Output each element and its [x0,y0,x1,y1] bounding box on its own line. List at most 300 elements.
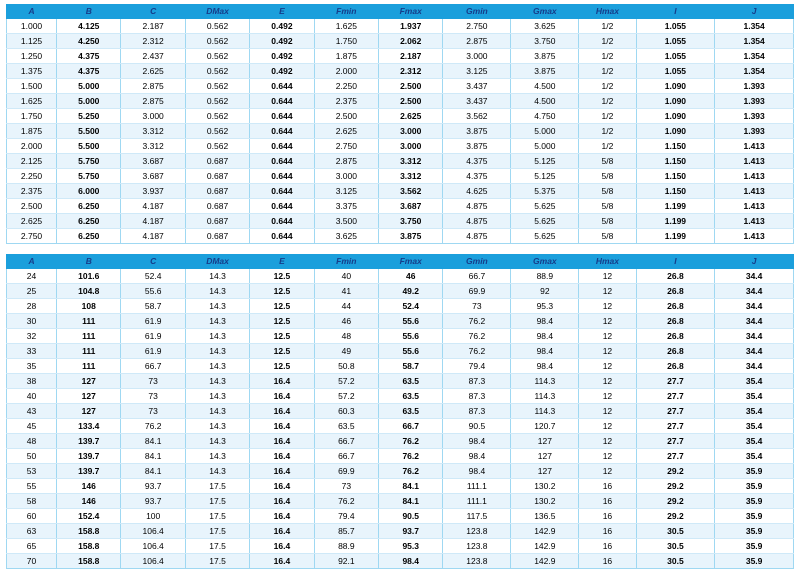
table-cell: 111 [57,329,121,344]
table-cell: 76.2 [443,314,511,329]
table-row [7,404,794,419]
column-header: Fmin [314,255,378,269]
table-cell: 127 [511,464,579,479]
table-cell: 158.8 [57,554,121,569]
column-header: Gmin [443,5,511,19]
table-cell: 1.413 [715,154,794,169]
table-cell: 0.644 [250,139,314,154]
metric-dimensions-table [6,254,794,569]
table-cell: 5.500 [57,124,121,139]
table-cell: 40 [7,389,57,404]
table-cell: 4.750 [511,109,579,124]
table-cell: 98.4 [511,329,579,344]
table-cell: 76.2 [379,449,443,464]
table-cell: 0.644 [250,109,314,124]
table-cell: 66.7 [314,449,378,464]
table-cell: 1.354 [715,19,794,34]
table-row [7,359,794,374]
table-cell: 1.875 [7,124,57,139]
table-cell: 57.2 [314,374,378,389]
table-cell: 12.5 [250,329,314,344]
table-cell: 52.4 [121,269,185,284]
table-cell: 5.250 [57,109,121,124]
table-cell: 52.4 [379,299,443,314]
table-cell: 1.055 [636,49,715,64]
table-cell: 3.312 [121,124,185,139]
table-cell: 4.375 [443,154,511,169]
table-cell: 90.5 [443,419,511,434]
table-cell: 98.4 [511,314,579,329]
table-cell: 66.7 [379,419,443,434]
table-cell: 0.562 [185,79,249,94]
table-cell: 84.1 [379,479,443,494]
table-cell: 2.250 [7,169,57,184]
column-header: J [715,255,794,269]
table-cell: 114.3 [511,374,579,389]
table-cell: 35.9 [715,554,794,569]
table-cell: 46 [314,314,378,329]
table-cell: 0.687 [185,199,249,214]
table-cell: 35.9 [715,509,794,524]
table-row [7,79,794,94]
table-cell: 4.187 [121,229,185,244]
table-cell: 35 [7,359,57,374]
table-cell: 45 [7,419,57,434]
table-cell: 3.687 [121,169,185,184]
table-cell: 6.250 [57,229,121,244]
table-cell: 136.5 [511,509,579,524]
table-cell: 1/2 [579,109,636,124]
column-header: I [636,5,715,19]
table-cell: 14.3 [185,404,249,419]
table-cell: 12.5 [250,314,314,329]
table-cell: 111 [57,314,121,329]
table-cell: 123.8 [443,554,511,569]
table-row [7,109,794,124]
table-row [7,19,794,34]
table-cell: 1.413 [715,214,794,229]
table-cell: 3.375 [314,199,378,214]
table-header-row [7,255,794,269]
table-cell: 84.1 [379,494,443,509]
table-cell: 1.090 [636,109,715,124]
table-cell: 158.8 [57,524,121,539]
table-cell: 34.4 [715,344,794,359]
table-cell: 76.2 [443,344,511,359]
table-row [7,389,794,404]
table-cell: 0.562 [185,49,249,64]
table-cell: 3.875 [379,229,443,244]
table-cell: 38 [7,374,57,389]
tables-container [6,4,794,569]
table-cell: 1.199 [636,229,715,244]
table-cell: 5.000 [57,94,121,109]
column-header: A [7,5,57,19]
table-cell: 27.7 [636,389,715,404]
table-cell: 2.375 [7,184,57,199]
table-row [7,139,794,154]
table-cell: 3.875 [511,64,579,79]
table-cell: 65 [7,539,57,554]
column-header: Gmax [511,255,579,269]
table-cell: 1.393 [715,124,794,139]
table-cell: 35.4 [715,404,794,419]
table-cell: 100 [121,509,185,524]
table-cell: 16 [579,539,636,554]
table-cell: 4.625 [443,184,511,199]
table-cell: 2.625 [7,214,57,229]
table-cell: 101.6 [57,269,121,284]
table-cell: 46 [379,269,443,284]
table-cell: 127 [57,389,121,404]
column-header: B [57,255,121,269]
table-cell: 158.8 [57,539,121,554]
table-cell: 1.125 [7,34,57,49]
table-cell: 2.250 [314,79,378,94]
table-cell: 4.125 [57,19,121,34]
table-cell: 5/8 [579,199,636,214]
table-cell: 35.9 [715,539,794,554]
table-cell: 66.7 [121,359,185,374]
table-cell: 43 [7,404,57,419]
table-cell: 0.687 [185,169,249,184]
table-cell: 35.4 [715,419,794,434]
table-cell: 55 [7,479,57,494]
table-cell: 73 [443,299,511,314]
table-cell: 3.875 [443,139,511,154]
table-cell: 63.5 [379,404,443,419]
table-cell: 139.7 [57,464,121,479]
table-cell: 106.4 [121,524,185,539]
table-cell: 16.4 [250,509,314,524]
table-cell: 1.875 [314,49,378,64]
table-cell: 142.9 [511,524,579,539]
table-cell: 73 [121,374,185,389]
table-cell: 30.5 [636,539,715,554]
table-cell: 4.375 [57,49,121,64]
table-cell: 5/8 [579,214,636,229]
table-cell: 76.2 [443,329,511,344]
table-cell: 55.6 [379,344,443,359]
table-cell: 0.562 [185,139,249,154]
table-row [7,449,794,464]
table-cell: 12 [579,374,636,389]
table-cell: 34.4 [715,269,794,284]
table-cell: 16 [579,509,636,524]
table-cell: 35.9 [715,479,794,494]
table-cell: 108 [57,299,121,314]
table-cell: 0.687 [185,184,249,199]
table-cell: 127 [57,374,121,389]
table-cell: 30.5 [636,554,715,569]
table-cell: 1.413 [715,229,794,244]
table-cell: 29.2 [636,464,715,479]
table-cell: 14.3 [185,374,249,389]
column-header: DMax [185,255,249,269]
table-cell: 1.393 [715,109,794,124]
table-cell: 3.625 [511,19,579,34]
table-cell: 84.1 [121,449,185,464]
table-row [7,49,794,64]
table-row [7,374,794,389]
table-cell: 35.9 [715,494,794,509]
table-cell: 30.5 [636,524,715,539]
table-cell: 3.000 [314,169,378,184]
table-cell: 26.8 [636,314,715,329]
table-cell: 1.750 [314,34,378,49]
table-cell: 16.4 [250,434,314,449]
inch-dimensions-table [6,4,794,244]
table-cell: 29.2 [636,494,715,509]
table-cell: 26.8 [636,359,715,374]
table-cell: 1.413 [715,169,794,184]
table-cell: 14.3 [185,464,249,479]
table-cell: 1.750 [7,109,57,124]
table-cell: 85.7 [314,524,378,539]
table-cell: 3.125 [314,184,378,199]
table-cell: 2.000 [314,64,378,79]
table-cell: 2.187 [121,19,185,34]
table-cell: 2.375 [314,94,378,109]
table-cell: 130.2 [511,494,579,509]
table-cell: 1.413 [715,199,794,214]
table-cell: 3.562 [443,109,511,124]
table-cell: 2.875 [121,79,185,94]
table-cell: 58.7 [379,359,443,374]
table-cell: 16.4 [250,464,314,479]
table-cell: 98.4 [443,434,511,449]
table-cell: 14.3 [185,299,249,314]
table-cell: 4.375 [443,169,511,184]
table-cell: 1.250 [7,49,57,64]
table-row [7,229,794,244]
table-cell: 111.1 [443,494,511,509]
table-cell: 16.4 [250,404,314,419]
table-cell: 16.4 [250,419,314,434]
table-cell: 66.7 [314,434,378,449]
table-cell: 142.9 [511,554,579,569]
table-cell: 106.4 [121,554,185,569]
table-cell: 66.7 [443,269,511,284]
table-cell: 2.000 [7,139,57,154]
table-cell: 69.9 [443,284,511,299]
table-cell: 2.625 [314,124,378,139]
table-row [7,299,794,314]
table-cell: 63 [7,524,57,539]
table-cell: 1/2 [579,94,636,109]
table-cell: 3.875 [511,49,579,64]
table-cell: 2.500 [379,79,443,94]
table-cell: 92.1 [314,554,378,569]
column-header: Gmax [511,5,579,19]
table-row [7,34,794,49]
table-cell: 27.7 [636,449,715,464]
table-cell: 5.000 [511,139,579,154]
table-cell: 0.644 [250,229,314,244]
table-cell: 16.4 [250,494,314,509]
table-row [7,554,794,569]
table-cell: 111 [57,359,121,374]
table-cell: 84.1 [121,464,185,479]
table-cell: 5.625 [511,229,579,244]
table-cell: 2.500 [314,109,378,124]
table-cell: 123.8 [443,539,511,554]
table-row [7,214,794,229]
table-cell: 0.492 [250,19,314,34]
table-cell: 14.3 [185,284,249,299]
table-cell: 55.6 [121,284,185,299]
table-cell: 1.354 [715,64,794,79]
table-cell: 2.187 [379,49,443,64]
table-cell: 87.3 [443,374,511,389]
table-cell: 12 [579,434,636,449]
table-cell: 0.562 [185,94,249,109]
table-cell: 1.055 [636,19,715,34]
table-cell: 26.8 [636,329,715,344]
table-cell: 12 [579,464,636,479]
table-cell: 3.312 [121,139,185,154]
table-cell: 1.090 [636,94,715,109]
table-cell: 2.875 [443,34,511,49]
table-cell: 2.750 [443,19,511,34]
table-cell: 104.8 [57,284,121,299]
column-header: J [715,5,794,19]
table-cell: 27.7 [636,419,715,434]
table-cell: 93.7 [379,524,443,539]
table-cell: 0.644 [250,94,314,109]
table-cell: 61.9 [121,344,185,359]
table-cell: 1.150 [636,184,715,199]
table-cell: 0.687 [185,154,249,169]
table-cell: 152.4 [57,509,121,524]
table-cell: 142.9 [511,539,579,554]
table-cell: 17.5 [185,509,249,524]
table-cell: 53 [7,464,57,479]
table-cell: 17.5 [185,479,249,494]
table-cell: 5.000 [57,79,121,94]
table-cell: 98.4 [443,449,511,464]
table-cell: 2.125 [7,154,57,169]
table-cell: 1.375 [7,64,57,79]
table-cell: 3.500 [314,214,378,229]
table-cell: 0.562 [185,34,249,49]
table-cell: 5.125 [511,169,579,184]
table-row [7,539,794,554]
table-cell: 139.7 [57,434,121,449]
table-cell: 3.750 [379,214,443,229]
column-header: Fmin [314,5,378,19]
table-cell: 73 [314,479,378,494]
table-cell: 5.000 [511,124,579,139]
table-cell: 16.4 [250,389,314,404]
table-cell: 16 [579,524,636,539]
table-cell: 0.687 [185,214,249,229]
table-cell: 12 [579,404,636,419]
column-header: Fmax [379,5,443,19]
column-header: Hmax [579,5,636,19]
table-cell: 34.4 [715,329,794,344]
table-cell: 28 [7,299,57,314]
table-cell: 127 [511,449,579,464]
table-cell: 33 [7,344,57,359]
table-cell: 12 [579,389,636,404]
table-cell: 4.187 [121,199,185,214]
table-cell: 3.562 [379,184,443,199]
table-cell: 3.687 [379,199,443,214]
table-cell: 12 [579,329,636,344]
table-cell: 16.4 [250,524,314,539]
table-cell: 6.250 [57,199,121,214]
table-cell: 127 [57,404,121,419]
table-cell: 16.4 [250,539,314,554]
table-cell: 30 [7,314,57,329]
table-cell: 3.312 [379,154,443,169]
table-row [7,329,794,344]
table-cell: 0.687 [185,229,249,244]
table-cell: 5.375 [511,184,579,199]
table-cell: 5.750 [57,154,121,169]
table-cell: 4.187 [121,214,185,229]
table-cell: 146 [57,479,121,494]
column-header: E [250,5,314,19]
table-cell: 3.000 [379,139,443,154]
table-cell: 4.875 [443,229,511,244]
table-cell: 0.562 [185,64,249,79]
table-cell: 111.1 [443,479,511,494]
table-row [7,464,794,479]
table-cell: 49 [314,344,378,359]
table-cell: 26.8 [636,299,715,314]
table-row [7,94,794,109]
table-cell: 93.7 [121,479,185,494]
table-row [7,524,794,539]
table-cell: 3.937 [121,184,185,199]
table-cell: 3.750 [511,34,579,49]
table-cell: 98.4 [511,344,579,359]
table-cell: 41 [314,284,378,299]
table-cell: 5.750 [57,169,121,184]
table-row [7,419,794,434]
table-cell: 1.413 [715,184,794,199]
table-cell: 1.000 [7,19,57,34]
table-cell: 139.7 [57,449,121,464]
table-cell: 111 [57,344,121,359]
table-cell: 14.3 [185,344,249,359]
table-cell: 12.5 [250,359,314,374]
table-cell: 6.000 [57,184,121,199]
table-cell: 3.000 [443,49,511,64]
table-cell: 12 [579,419,636,434]
table-cell: 26.8 [636,269,715,284]
table-cell: 76.2 [379,464,443,479]
column-header: Fmax [379,255,443,269]
table-cell: 35.4 [715,449,794,464]
table-cell: 16 [579,494,636,509]
table-cell: 1.354 [715,34,794,49]
table-cell: 1.413 [715,139,794,154]
table-cell: 5/8 [579,184,636,199]
table-cell: 48 [7,434,57,449]
table-cell: 79.4 [314,509,378,524]
table-cell: 2.312 [379,64,443,79]
table-cell: 12 [579,284,636,299]
table-cell: 26.8 [636,344,715,359]
table-cell: 14.3 [185,449,249,464]
table-cell: 130.2 [511,479,579,494]
table-cell: 93.7 [121,494,185,509]
table-cell: 5/8 [579,169,636,184]
table-cell: 2.625 [379,109,443,124]
